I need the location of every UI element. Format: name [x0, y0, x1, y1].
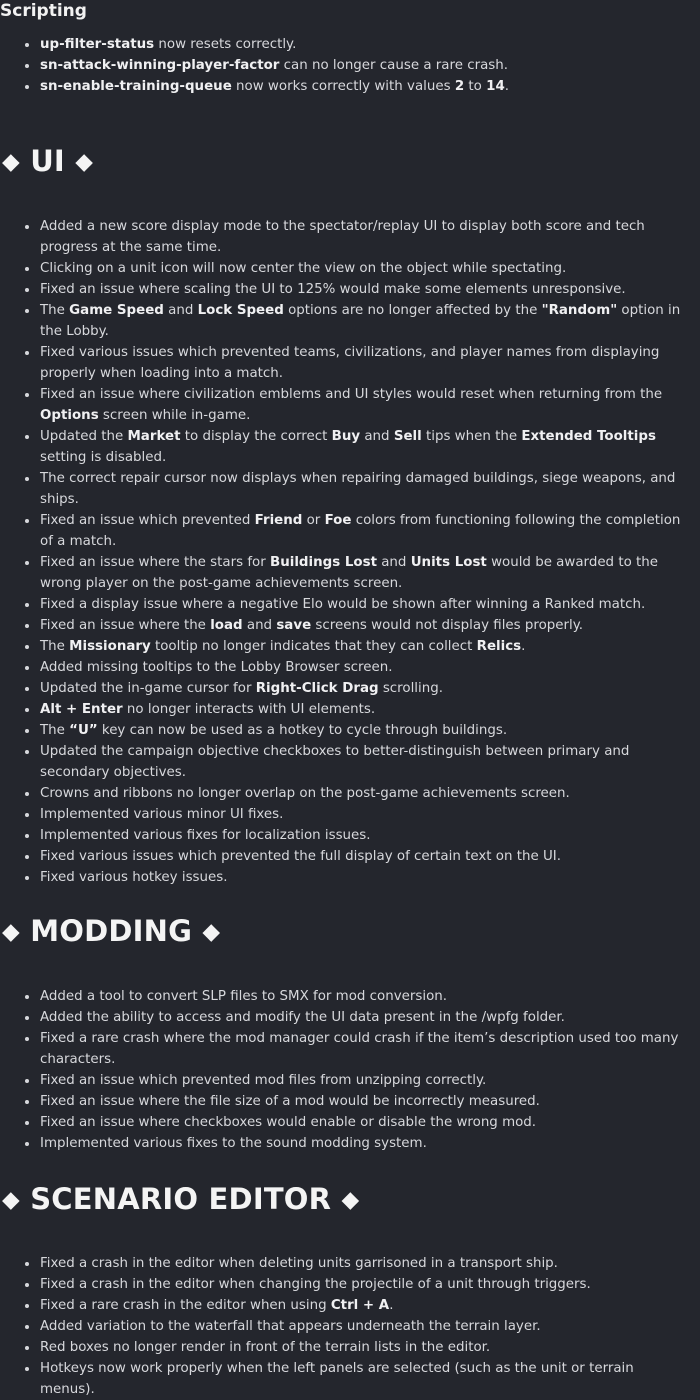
diamond-icon: ◆ [202, 919, 221, 945]
list-item [40, 1337, 688, 1358]
diamond-icon: ◆ [341, 1187, 360, 1213]
item-text: Fixed an issue which prevented [40, 513, 255, 528]
ui-heading-text: UI [30, 144, 65, 178]
item-text: Hotkeys now work properly when the left panels are selected (such as the unit or terrain menus). [40, 1361, 634, 1397]
list-item [40, 300, 688, 342]
bold-text: Alt + Enter [40, 702, 123, 717]
item-text: key can now be used as a hotkey to cycle through buildings. [97, 723, 508, 738]
list-item [40, 34, 688, 55]
list-item [40, 678, 688, 699]
list-item [40, 1133, 688, 1154]
scenario-editor-list [0, 1253, 688, 1400]
list-item [40, 657, 688, 678]
item-text: . [504, 79, 510, 94]
item-text: Implemented various fixes to the sound modding system. [40, 1136, 427, 1151]
bold-text: Buy [331, 429, 361, 444]
item-text: and [242, 618, 277, 633]
list-item [40, 1358, 688, 1400]
item-text: Added variation to the waterfall that appears underneath the terrain layer. [40, 1319, 541, 1334]
list-item [40, 279, 688, 300]
item-text: Fixed an issue which prevented mod files from unzipping correctly. [40, 1073, 487, 1088]
bold-text: Missionary [69, 639, 151, 654]
item-text: would be awarded to the wrong player on the post-game achievements screen. [40, 555, 658, 591]
item-text: Added the ability to access and modify the UI data present in the /wpfg folder. [40, 1010, 565, 1025]
list-item [40, 699, 688, 720]
list-item [40, 1028, 688, 1070]
list-item [40, 342, 688, 384]
item-text: The [40, 303, 70, 318]
bold-text: 14 [486, 79, 505, 94]
item-text: colors from functioning following the completion of a match. [40, 513, 681, 549]
diamond-icon: ◆ [75, 149, 94, 175]
item-text: no longer interacts with UI elements. [122, 702, 376, 717]
item-text: Fixed various issues which prevented the full display of certain text on the UI. [40, 849, 561, 864]
bold-text: Sell [393, 429, 422, 444]
list-item [40, 867, 688, 888]
bold-text: Ctrl + A [330, 1298, 390, 1313]
item-text: Crowns and ribbons no longer overlap on the post-game achievements screen. [40, 786, 570, 801]
item-text: to [464, 79, 487, 94]
item-text: Fixed an issue where checkboxes would enable or disable the wrong mod. [40, 1115, 537, 1130]
scenario-editor-heading-text: SCENARIO EDITOR [30, 1182, 332, 1216]
list-item [40, 552, 688, 594]
item-text: Fixed a rare crash where the mod manager could crash if the item’s description used too many characters. [40, 1031, 679, 1067]
item-text: Red boxes no longer render in front of the terrain lists in the editor. [40, 1340, 491, 1355]
item-text: and [360, 429, 394, 444]
item-text: Updated the campaign objective checkboxes to better-distinguish between primary and secondary objectives. [40, 744, 630, 780]
bold-text: 2 [454, 79, 465, 94]
item-text: screen while in-game. [98, 408, 251, 423]
bold-text: load [210, 618, 243, 633]
list-item [40, 1274, 688, 1295]
list-item [40, 846, 688, 867]
item-text: screens would not display files properly. [311, 618, 584, 633]
list-item [40, 426, 688, 468]
item-text: Fixed a rare crash in the editor when using [40, 1298, 331, 1313]
bold-text: Right-Click Drag [255, 681, 379, 696]
item-text: scrolling. [378, 681, 443, 696]
list-item [40, 1112, 688, 1133]
list-item [40, 594, 688, 615]
item-text: Fixed an issue where civilization emblems and UI styles would reset when returning from the [40, 387, 663, 402]
bold-text: up-filter-status [40, 37, 155, 52]
bold-text: Units Lost [410, 555, 487, 570]
list-item [40, 804, 688, 825]
item-text: can no longer cause a rare crash. [279, 58, 509, 73]
item-text: Updated the in-game cursor for [40, 681, 256, 696]
bold-text: Lock Speed [197, 303, 284, 318]
list-item [40, 76, 688, 97]
item-text: . [521, 639, 526, 654]
scenario-editor-heading [2, 1181, 359, 1218]
item-text: The [40, 639, 70, 654]
list-item [40, 1007, 688, 1028]
item-text: Fixed an issue where scaling the UI to 125% would make some elements unresponsive. [40, 282, 626, 297]
bold-text: “U” [69, 723, 98, 738]
bold-text: Market [127, 429, 181, 444]
list-item [40, 1253, 688, 1274]
item-text: Fixed an issue where the [40, 618, 211, 633]
item-text: setting is disabled. [40, 450, 167, 465]
item-text: and [163, 303, 198, 318]
item-text: tooltip no longer indicates that they can collect [150, 639, 477, 654]
bold-text: Game Speed [69, 303, 164, 318]
bold-text: sn-attack-winning-player-factor [40, 58, 280, 73]
item-text: Fixed an issue where the stars for [40, 555, 271, 570]
list-item [40, 384, 688, 426]
item-text: Clicking on a unit icon will now center the view on the object while spectating. [40, 261, 567, 276]
modding-heading-text: MODDING [30, 914, 193, 948]
modding-heading [2, 913, 220, 950]
diamond-icon: ◆ [2, 1187, 20, 1213]
item-text: Updated the [40, 429, 128, 444]
scripting-heading: Scripting [0, 1, 87, 21]
list-item [40, 55, 688, 76]
item-text: Implemented various fixes for localization issues. [40, 828, 371, 843]
item-text: Added a tool to convert SLP files to SMX for mod conversion. [40, 989, 448, 1004]
list-item [40, 636, 688, 657]
list-item [40, 510, 688, 552]
list-item [40, 720, 688, 741]
item-text: and [376, 555, 411, 570]
item-text: Fixed various issues which prevented teams, civilizations, and player names from displaying properly when loading into a match. [40, 345, 660, 381]
item-text: Fixed a crash in the editor when deleting units garrisoned in a transport ship. [40, 1256, 558, 1271]
item-text: Fixed various hotkey issues. [40, 870, 228, 885]
list-item [40, 258, 688, 279]
list-item [40, 216, 688, 258]
item-text: Added missing tooltips to the Lobby Browser screen. [40, 660, 393, 675]
item-text: . [389, 1298, 394, 1313]
ui-list [0, 216, 688, 888]
bold-text: Friend [254, 513, 303, 528]
item-text: Fixed a display issue where a negative Elo would be shown after winning a Ranked match. [40, 597, 646, 612]
list-item [40, 986, 688, 1007]
item-text: The correct repair cursor now displays when repairing damaged buildings, siege weapons, and ships. [40, 471, 676, 507]
item-text: tips when the [421, 429, 522, 444]
bold-text: Relics [476, 639, 522, 654]
list-item [40, 741, 688, 783]
ui-heading [2, 143, 93, 180]
item-text: or [302, 513, 325, 528]
list-item [40, 1295, 688, 1316]
item-text: option in the Lobby. [40, 303, 681, 339]
modding-list [0, 986, 688, 1154]
bold-text: Foe [324, 513, 352, 528]
bold-text: sn-enable-training-queue [40, 79, 232, 94]
list-item [40, 783, 688, 804]
scripting-list [0, 34, 688, 97]
list-item [40, 825, 688, 846]
item-text: Implemented various minor UI fixes. [40, 807, 284, 822]
bold-text: "Random" [541, 303, 618, 318]
item-text: The [40, 723, 70, 738]
item-text: to display the correct [180, 429, 332, 444]
list-item [40, 615, 688, 636]
item-text: Fixed a crash in the editor when changing the projectile of a unit through triggers. [40, 1277, 591, 1292]
list-item [40, 1316, 688, 1337]
list-item [40, 1091, 688, 1112]
diamond-icon: ◆ [2, 149, 20, 175]
list-item [40, 468, 688, 510]
item-text: Added a new score display mode to the spectator/replay UI to display both score and tech progress at the same time. [40, 219, 645, 255]
item-text: now works correctly with values [231, 79, 455, 94]
item-text: Fixed an issue where the file size of a mod would be incorrectly measured. [40, 1094, 540, 1109]
item-text: options are no longer affected by the [283, 303, 542, 318]
bold-text: Extended Tooltips [521, 429, 656, 444]
bold-text: Buildings Lost [270, 555, 377, 570]
bold-text: save [276, 618, 312, 633]
bold-text: Options [40, 408, 99, 423]
diamond-icon: ◆ [2, 919, 20, 945]
item-text: now resets correctly. [154, 37, 297, 52]
list-item [40, 1070, 688, 1091]
